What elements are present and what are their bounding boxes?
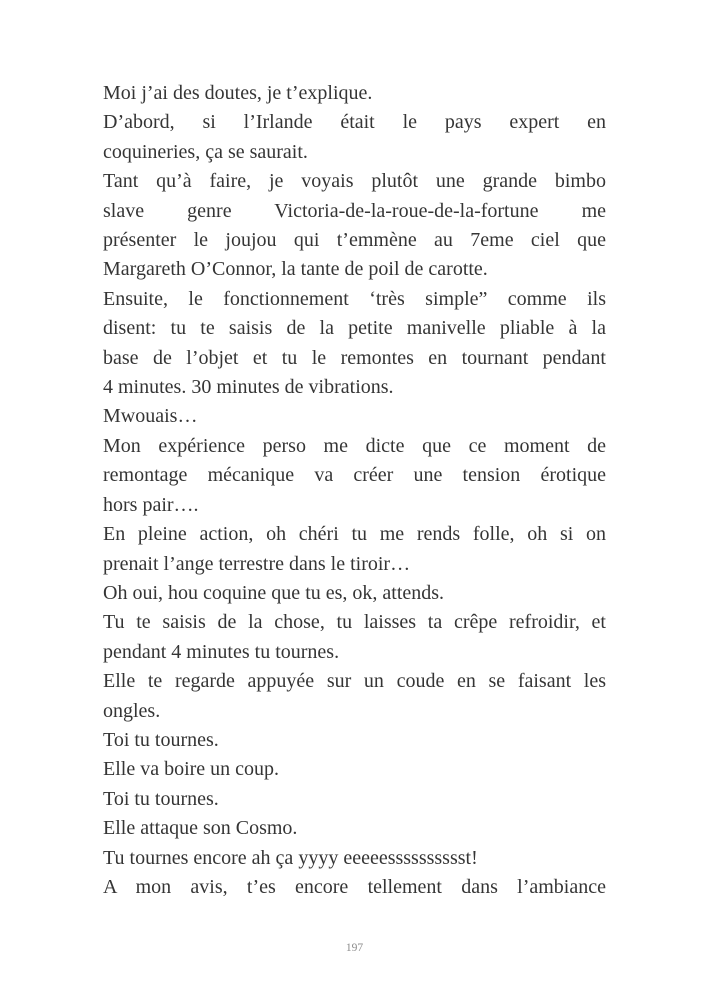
text-line: Tu te saisis de la chose, tu laisses ta crêpe refroidir, et (103, 611, 606, 634)
text-line: Margareth O’Connor, la tante de poil de carotte. (103, 258, 488, 281)
text-line: Moi j’ai des doutes, je t’explique. (103, 82, 373, 104)
text-line: disent: tu te saisis de la petite manivelle pliable à la (103, 317, 606, 340)
text-line: prenait l’ange terrestre dans le tiroir… (103, 552, 411, 575)
body-text (103, 79, 606, 902)
text-line: remontage mécanique va créer une tension érotique (103, 464, 606, 487)
text-line: ongles. (103, 699, 161, 722)
text-line: Toi tu tournes. (103, 787, 219, 810)
text-line: 4 minutes. 30 minutes de vibrations. (103, 376, 394, 399)
text-line: Elle attaque son Cosmo. (103, 817, 298, 840)
text-line: Mwouais… (103, 405, 198, 428)
text-line: Elle te regarde appuyée sur un coude en se faisant les (103, 670, 606, 693)
text-line: slave genre Victoria-de-la-roue-de-la-fortune me (103, 199, 606, 222)
text-line: Elle va boire un coup. (103, 758, 280, 781)
text-line: hors pair…. (103, 493, 199, 516)
text-line: Mon expérience perso me dicte que ce moment de (103, 434, 606, 457)
page-number: 197 (345, 942, 364, 954)
text-line: pendant 4 minutes tu tournes. (103, 640, 340, 663)
text-line: Ensuite, le fonctionnement ‘très simple” comme ils (103, 287, 606, 310)
text-line: Toi tu tournes. (103, 728, 219, 751)
text-line: Tant qu’à faire, je voyais plutôt une grande bimbo (103, 170, 606, 193)
text-line: présenter le joujou qui t’emmène au 7eme ciel que (103, 229, 606, 252)
text-line: Tu tournes encore ah ça yyyy eeeeesssssssssst! (103, 846, 478, 869)
text-line: A mon avis, t’es encore tellement dans l’ambiance (103, 875, 606, 898)
text-line: En pleine action, oh chéri tu me rends folle, oh si on (103, 523, 606, 546)
text-line: D’abord, si l’Irlande était le pays expert en (103, 111, 606, 134)
text-line: Oh oui, hou coquine que tu es, ok, attends. (103, 581, 445, 604)
text-line: coquineries, ça se saurait. (103, 140, 308, 163)
text-line: base de l’objet et tu le remontes en tournant pendant (103, 346, 606, 369)
